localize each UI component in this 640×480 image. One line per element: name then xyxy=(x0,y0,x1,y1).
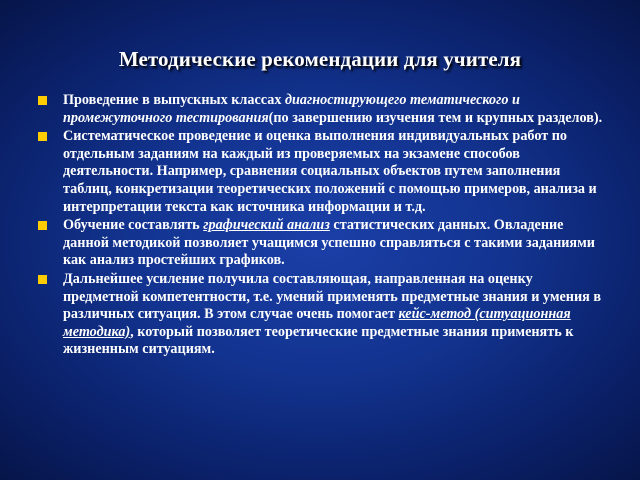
bullet-1-italic: диагностирующего тематического и промежуточного тестирования xyxy=(63,92,520,126)
square-bullet-icon xyxy=(38,221,47,230)
square-bullet-icon xyxy=(38,275,47,284)
bullet-3-text-end: статистических данных. Овладение данной методикой позволяет учащимся успешно справляться с такими заданиями как анализ простейших графиков. xyxy=(63,217,595,269)
square-bullet-icon xyxy=(38,132,47,141)
bullet-2-text: Систематическое проведение и оценка выполнения индивидуальных работ по отдельным заданиям на каждый из проверяемых на экзамене способов деятельности. Например, сравнения социальных объектов путем заполнения таблиц, конкретизации теоретических положений с помощью примеров, анализа и интерпретации текста как источника информации и т.д. xyxy=(63,128,597,215)
bullet-list xyxy=(38,92,608,360)
bullet-4-text: Дальнейшее усиление получила составляющая, направленная на оценку предметной компетентности, т.е. умений применять предметные знания и умения в различных ситуация. В этом случае очень помогает xyxy=(63,270,602,323)
bullet-1-text: Проведение в выпускных классах xyxy=(63,92,285,108)
bullet-item-3 xyxy=(38,217,608,270)
bullet-4-text-end: , который позволяет теоретические предметные знания применять к жизненным ситуациям. xyxy=(63,323,574,358)
bullet-3-text: Обучение составлять xyxy=(63,217,204,234)
case-method-link[interactable]: кейс-метод (ситуационная методика) xyxy=(63,306,571,340)
bullet-item-4 xyxy=(38,271,608,359)
bullet-1-text-end: (по завершению изучения тем и крупных разделов). xyxy=(268,109,603,126)
graphic-analysis-link[interactable]: графический анализ xyxy=(203,217,330,234)
bullet-item-1 xyxy=(38,92,608,127)
square-bullet-icon xyxy=(38,96,47,105)
slide-title: Методические рекомендации для учителя xyxy=(118,47,522,71)
bullet-item-2 xyxy=(38,128,608,216)
